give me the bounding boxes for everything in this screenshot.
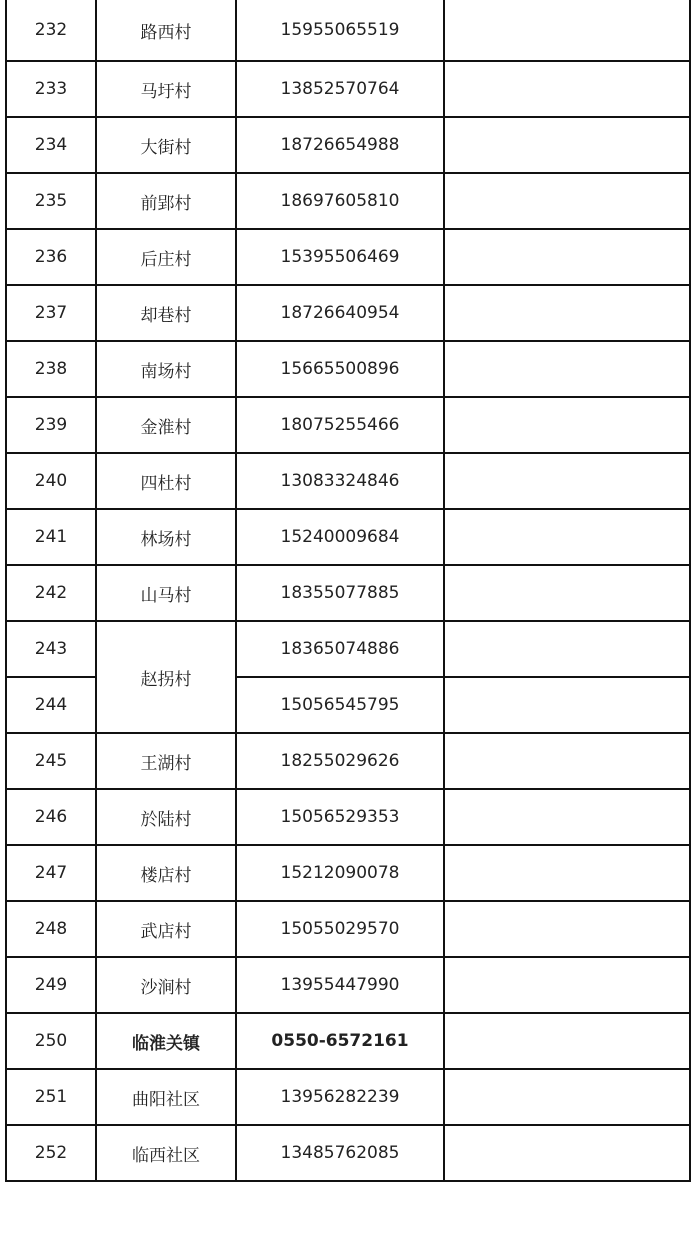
phone-cell: 18726640954	[236, 285, 444, 341]
phone-cell: 15056529353	[236, 789, 444, 845]
village-name-cell: 临淮关镇	[96, 1013, 236, 1069]
phone-cell: 18726654988	[236, 117, 444, 173]
table-row	[6, 61, 690, 117]
village-name-cell: 后庄村	[96, 229, 236, 285]
phone-cell: 15665500896	[236, 341, 444, 397]
table-row	[6, 285, 690, 341]
note-cell	[444, 285, 690, 341]
row-number-cell: 248	[6, 901, 96, 957]
note-cell	[444, 509, 690, 565]
table-row	[6, 1125, 690, 1181]
phone-cell: 15395506469	[236, 229, 444, 285]
table-row	[6, 229, 690, 285]
row-number-cell: 234	[6, 117, 96, 173]
table-row	[6, 1069, 690, 1125]
row-number-cell: 247	[6, 845, 96, 901]
row-number-cell: 239	[6, 397, 96, 453]
table-row	[6, 397, 690, 453]
table-row	[6, 1013, 690, 1069]
contact-table-body	[6, 0, 690, 1181]
village-name-cell: 王湖村	[96, 733, 236, 789]
note-cell	[444, 0, 690, 61]
village-name-cell: 金淮村	[96, 397, 236, 453]
row-number-cell: 243	[6, 621, 96, 677]
phone-cell: 15955065519	[236, 0, 444, 61]
table-row	[6, 957, 690, 1013]
row-number-cell: 251	[6, 1069, 96, 1125]
note-cell	[444, 1013, 690, 1069]
note-cell	[444, 845, 690, 901]
village-name-cell: 山马村	[96, 565, 236, 621]
village-name-cell: 於陆村	[96, 789, 236, 845]
village-name-cell: 却巷村	[96, 285, 236, 341]
village-name-cell: 沙涧村	[96, 957, 236, 1013]
row-number-cell: 233	[6, 61, 96, 117]
phone-cell: 18075255466	[236, 397, 444, 453]
row-number-cell: 244	[6, 677, 96, 733]
table-row	[6, 453, 690, 509]
village-name-cell: 前郢村	[96, 173, 236, 229]
village-name-cell: 大街村	[96, 117, 236, 173]
row-number-cell: 238	[6, 341, 96, 397]
table-row	[6, 509, 690, 565]
phone-cell: 13956282239	[236, 1069, 444, 1125]
note-cell	[444, 1069, 690, 1125]
note-cell	[444, 901, 690, 957]
row-number-cell: 246	[6, 789, 96, 845]
phone-cell: 13955447990	[236, 957, 444, 1013]
phone-cell: 0550-6572161	[236, 1013, 444, 1069]
village-name-cell: 路西村	[96, 0, 236, 61]
note-cell	[444, 173, 690, 229]
phone-cell: 15240009684	[236, 509, 444, 565]
phone-cell: 13083324846	[236, 453, 444, 509]
note-cell	[444, 1125, 690, 1181]
village-name-cell: 楼店村	[96, 845, 236, 901]
table-row	[6, 173, 690, 229]
table-row	[6, 621, 690, 677]
row-number-cell: 232	[6, 0, 96, 61]
row-number-cell: 236	[6, 229, 96, 285]
village-name-cell: 南场村	[96, 341, 236, 397]
note-cell	[444, 621, 690, 677]
note-cell	[444, 565, 690, 621]
phone-cell: 15056545795	[236, 677, 444, 733]
row-number-cell: 237	[6, 285, 96, 341]
phone-cell: 15212090078	[236, 845, 444, 901]
note-cell	[444, 341, 690, 397]
row-number-cell: 241	[6, 509, 96, 565]
table-row	[6, 0, 690, 61]
row-number-cell: 252	[6, 1125, 96, 1181]
phone-cell: 18697605810	[236, 173, 444, 229]
row-number-cell: 240	[6, 453, 96, 509]
contact-table	[5, 0, 691, 1182]
village-name-cell: 临西社区	[96, 1125, 236, 1181]
table-row	[6, 789, 690, 845]
note-cell	[444, 61, 690, 117]
village-name-cell: 武店村	[96, 901, 236, 957]
row-number-cell: 245	[6, 733, 96, 789]
phone-cell: 15055029570	[236, 901, 444, 957]
note-cell	[444, 397, 690, 453]
note-cell	[444, 789, 690, 845]
village-name-cell: 曲阳社区	[96, 1069, 236, 1125]
note-cell	[444, 453, 690, 509]
table-row	[6, 341, 690, 397]
note-cell	[444, 733, 690, 789]
row-number-cell: 249	[6, 957, 96, 1013]
phone-cell: 18365074886	[236, 621, 444, 677]
phone-cell: 18355077885	[236, 565, 444, 621]
village-name-cell: 马圩村	[96, 61, 236, 117]
note-cell	[444, 117, 690, 173]
village-name-cell: 赵拐村	[96, 621, 236, 733]
village-name-cell: 林场村	[96, 509, 236, 565]
phone-cell: 18255029626	[236, 733, 444, 789]
phone-cell: 13852570764	[236, 61, 444, 117]
village-name-cell: 四杜村	[96, 453, 236, 509]
phone-cell: 13485762085	[236, 1125, 444, 1181]
table-row	[6, 901, 690, 957]
row-number-cell: 250	[6, 1013, 96, 1069]
table-row	[6, 845, 690, 901]
row-number-cell: 242	[6, 565, 96, 621]
table-row	[6, 117, 690, 173]
table-row	[6, 565, 690, 621]
table-row	[6, 733, 690, 789]
note-cell	[444, 957, 690, 1013]
row-number-cell: 235	[6, 173, 96, 229]
note-cell	[444, 229, 690, 285]
note-cell	[444, 677, 690, 733]
